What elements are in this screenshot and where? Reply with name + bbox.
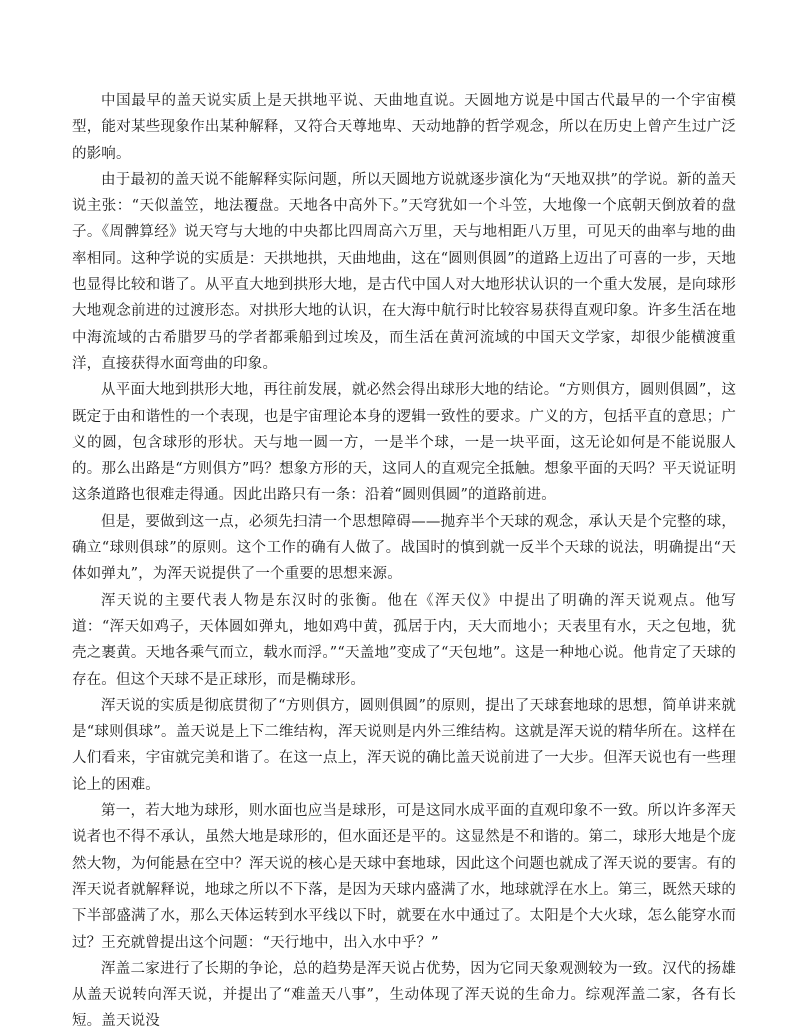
paragraph: 第一，若大地为球形，则水面也应当是球形，可是这同水成平面的直观印象不一致。所以许多浑天说者也不得不承认，虽然大地是球形的，但水面还是平的。这显然是不和谐的。第二，球形大地是个庞然大物，为何能悬在空中？浑天说的核心是天球中套地球，因此这个问题也就成了浑天说的要害。有的浑天说者就解释说，地球之所以不下落，是因为天球内盛满了水，地球就浮在水上。第三，既然天球的下半部盛满了水，那么天体运转到水平线以下时，就要在水中通过了。太阳是个大火球，怎么能穿水而过？王充就曾提出这个问题：“天行地中，出入水中乎？”	[72, 803, 736, 951]
paragraph: 浑天说的主要代表人物是东汉时的张衡。他在《浑天仪》中提出了明确的浑天说观点。他写道：“浑天如鸡子，天体圆如弹丸，地如鸡中黄，孤居于内，天大而地小；天表里有水，天之包地，犹壳之裹黄。天地各乘气而立，载水而浮。”“天盖地”变成了“天包地”。这是一种地心说。他肯定了天球的存在。但这个天球不是正球形，而是椭球形。	[72, 592, 736, 688]
paragraph: 从平面大地到拱形大地，再往前发展，就必然会得出球形大地的结论。“方则俱方，圆则俱圆”，这既定于由和谐性的一个表现，也是宇宙理论本身的逻辑一致性的要求。广义的方，包括平直的意思；广义的圆，包含球形的形状。天与地一圆一方，一是半个球，一是一块平面，这无论如何是不能说服人的。那么出路是“方则俱方”吗？想象方形的天，这同人的直观完全抵触。想象平面的天吗？平天说证明这条道路也很难走得通。因此出路只有一条：沿着“圆则俱圆”的道路前进。	[72, 382, 736, 504]
document-body	[72, 88, 736, 1035]
paragraph: 但是，要做到这一点，必须先扫清一个思想障碍——抛弃半个天球的观念，承认天是个完整的球，确立“球则俱球”的原则。这个工作的确有人做了。战国时的慎到就一反半个天球的说法，明确提出“天体如弹丸”，为浑天说提供了一个重要的思想来源。	[72, 513, 736, 583]
paragraph: 由于最初的盖天说不能解释实际问题，所以天圆地方说就逐步演化为“天地双拱”的学说。新的盖天说主张：“天似盖笠，地法覆盘。天地各中高外下。”天穹犹如一个斗笠，大地像一个底朝天倒放着的盘子。《周髀算经》说天穹与大地的中央都比四周高六万里，天与地相距八万里，可见天的曲率与地的曲率相同。这种学说的实质是：天拱地拱，天曲地曲，这在“圆则俱圆”的道路上迈出了可喜的一步，天地也显得比较和谐了。从平直大地到拱形大地，是古代中国人对大地形状认识的一个重大发展，是向球形大地观念前进的过渡形态。对拱形大地的认识，在大海中航行时比较容易获得直观印象。许多生活在地中海流域的古希腊罗马的学者都乘船到过埃及，而生活在黄河流域的中国天文学家，却很少能横渡重洋，直接获得水面弯曲的印象。	[72, 171, 736, 372]
paragraph: 浑天说的实质是彻底贯彻了“方则俱方，圆则俱圆”的原则，提出了天球套地球的思想，简单讲来就是“球则俱球”。盖天说是上下二维结构，浑天说则是内外三维结构。这就是浑天说的精华所在。这样在人们看来，宇宙就完美和谐了。在这一点上，浑天说的确比盖天说前进了一大步。但浑天说也有一些理论上的困难。	[72, 697, 736, 793]
paragraph: 中国最早的盖天说实质上是天拱地平说、天曲地直说。天圆地方说是中国古代最早的一个宇宙模型，能对某些现象作出某种解释，又符合天尊地卑、天动地静的哲学观念，所以在历史上曾产生过广泛的影响。	[72, 93, 736, 162]
paragraph: 浑盖二家进行了长期的争论，总的趋势是浑天说占优势，因为它同天象观测较为一致。汉代的扬雄从盖天说转向浑天说，并提出了“难盖天八事”，生动体现了浑天说的生命力。综观浑盖二家，各有长短。盖天说没	[72, 960, 736, 1030]
